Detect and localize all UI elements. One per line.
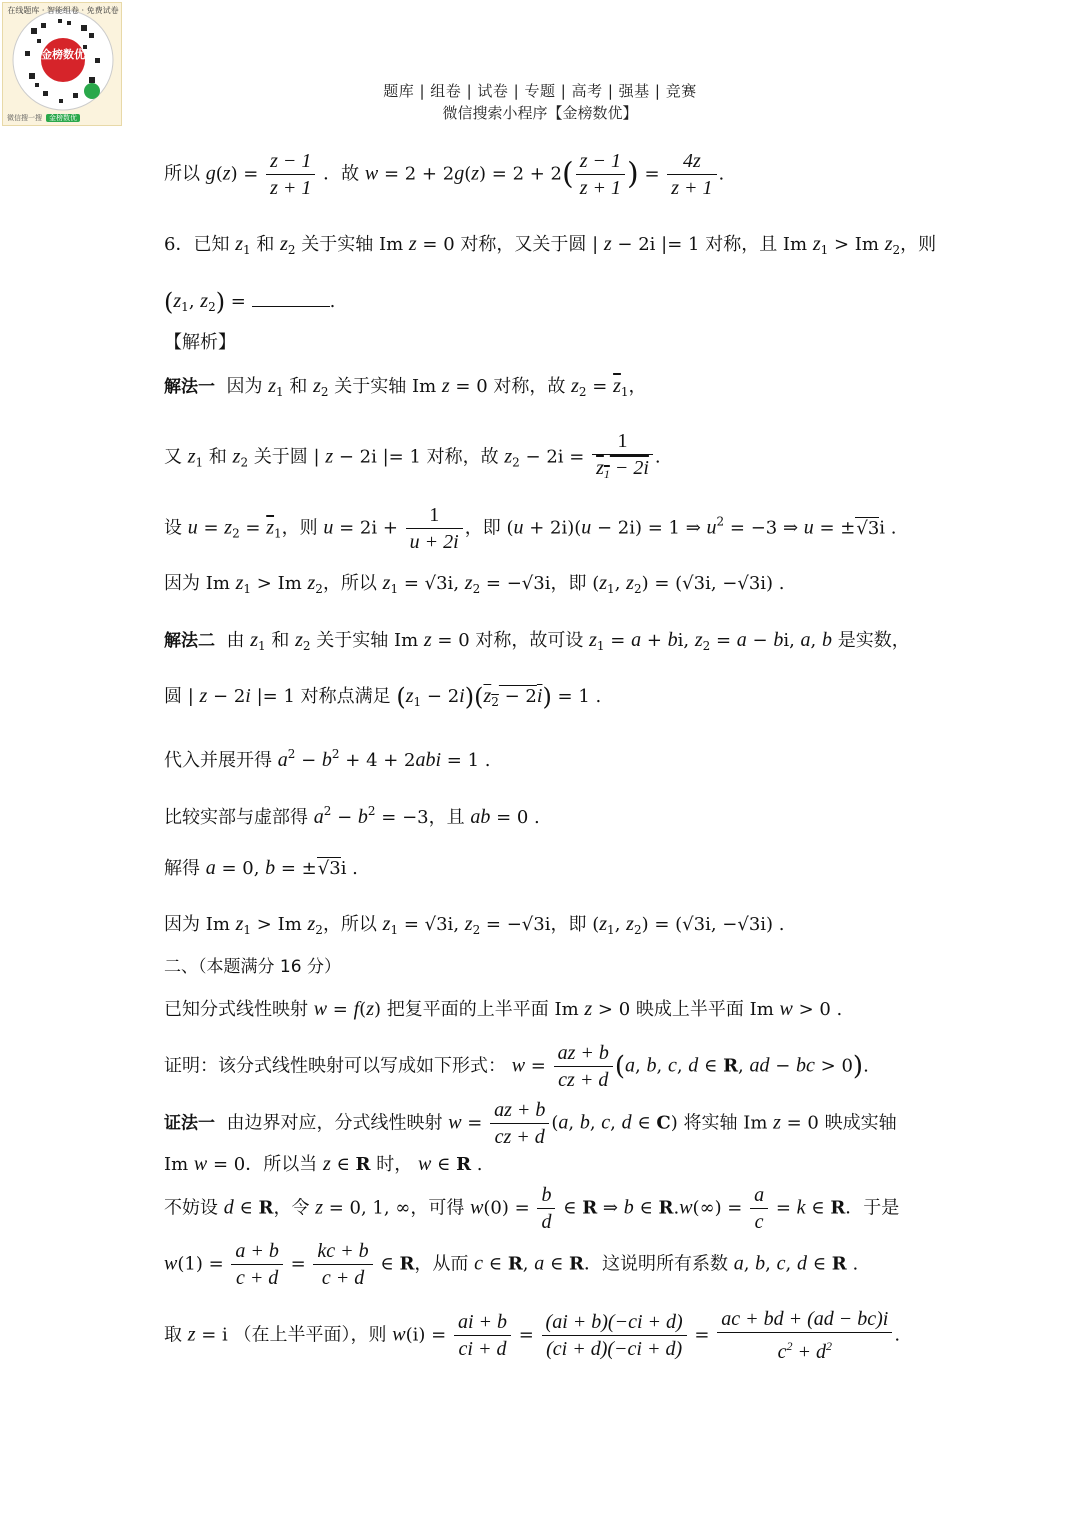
header-search: 微信搜索小程序【金榜数优】: [442, 104, 638, 122]
logo-strip: 微信搜一搜 金榜数优: [7, 113, 119, 123]
q6-answer-line: ($z_1$, $z_2$) = .: [164, 288, 336, 316]
sol1-line1: 解法一 因为 $z_1$ 和 $z_2$ 关于实轴 Im z = 0 对称，故 $z_2 = \overline{z}_1$，: [164, 375, 647, 399]
sol2-line1: 解法二 由 $z_1$ 和 $z_2$ 关于实轴 Im z = 0 对称，故可设 $z_1 = a$ + bi, $z_2 = a$ − bi, a, b 是实数，: [164, 629, 910, 653]
part2-heading: 二、（本题满分 16 分）: [164, 957, 341, 977]
line-gz: 所以 g(z) = $\frac{z - 1}{z + 1}$ ．故 w = 2 + 2g(z) = 2 + 2( $\frac{z - 1}{z + 1}$ ) = $\frac{4z}{z + 1}$ .: [164, 150, 725, 199]
sol2-line6: 因为 Im $z_1 > Im$ $z_2$，所以 $z_1 = √3i$, $z_2 = -√3i$，即 ($z_1$, $z_2) = (√3i$, −√3i) .: [164, 913, 785, 937]
logo-brand: 金榜数优: [41, 48, 85, 61]
header-nav: 题库 | 组卷 | 试卷 | 专题 | 高考 | 强基 | 竞赛: [383, 82, 697, 100]
sol2-line5: 解得 a = 0, b = ±√3i .: [164, 857, 358, 879]
part2-statement: 已知分式线性映射 w = f(z) 把复平面的上半平面 Im z > 0 映成上半平面 Im w > 0 .: [164, 998, 843, 1020]
part2-prove: 证明：该分式线性映射可以写成如下形式： w = $\frac{az + b}{cz + d}$ (a, b, c, d ∈ R, ad − bc > 0).: [164, 1042, 869, 1091]
answer-blank: [252, 288, 330, 307]
sol1-line4: 因为 Im $z_1 > Im$ $z_2$，所以 $z_1 = √3i$, $z_2 = -√3i$，即 ($z_1$, $z_2) = (√3i$, −√3i) .: [164, 572, 785, 596]
q6-statement: 6．已知 $z_1$ 和 $z_2$ 关于实轴 Im z = 0 对称，又关于圆 | z − 2i |= 1 对称，且 Im $z_1 > Im$ $z_2$，则: [164, 233, 937, 257]
jiexi-label: 【解析】: [164, 332, 236, 353]
sol2-line4: 比较实部与虚部得 $a^2 - b^2 = -3$，且 ab = 0 .: [164, 804, 540, 828]
logo-ring-text: 在线题库 · 智能组卷 · 免费试卷: [7, 6, 119, 15]
proof1-line2: Im w = 0．所以当 z ∈ R 时， w ∈ R .: [164, 1153, 483, 1175]
sol2-line2: 圆 | z − 2i |= 1 对称点满足 $(z_1 - 2i)(z_2 - 2i) = 1$ .: [164, 683, 602, 711]
proof1-line5: 取 z = i （在上半平面），则 w(i) = $\frac{ai + b}{ci + d}$ = $\frac{(ai + b)(-ci + d)}{(ci + d)(-ci + d)}$ = $\frac{ac + bd + (ad - bc)i}{c^2 + d^2}$ .: [164, 1308, 901, 1363]
sol1-line3: 设 $u = z_2 = \overline{z}_1$，则 u = 2i + $\frac{1}{u + 2i}$ ，即 (u + 2i)(u − 2i) = 1 ⇒ $u^2 = -3$ ⇒ u = ±√3i .: [164, 504, 897, 553]
sol1-line2: 又 $z_1$ 和 $z_2$ 关于圆 | z − 2i |= 1 对称，故 $z_2 - 2i$ = $\frac{1}{z_1 - 2i}$ .: [164, 428, 661, 487]
proof1-line3: 不妨设 d ∈ R，令 z = 0, 1, ∞，可得 w(0) = $\frac{b}{d}$ ∈ R ⇒ b ∈ R.w(∞) = $\frac{a}{c}$ = k ∈ R．于是: [164, 1184, 900, 1233]
proof1-line1: 证法一 由边界对应，分式线性映射 w = $\frac{az + b}{cz + d}$ (a, b, c, d ∈ C) 将实轴 Im z = 0 映成实轴: [164, 1099, 897, 1148]
proof1-line4: w(1) = $\frac{a + b}{c + d}$ = $\frac{kc + b}{c + d}$ ∈ R，从而 c ∈ R, a ∈ R．这说明所有系数 a, b, c, d ∈ R .: [164, 1240, 859, 1289]
sol2-line3: 代入并展开得 $a^2 - b^2 + 4 + 2abi = 1$ .: [164, 747, 491, 771]
